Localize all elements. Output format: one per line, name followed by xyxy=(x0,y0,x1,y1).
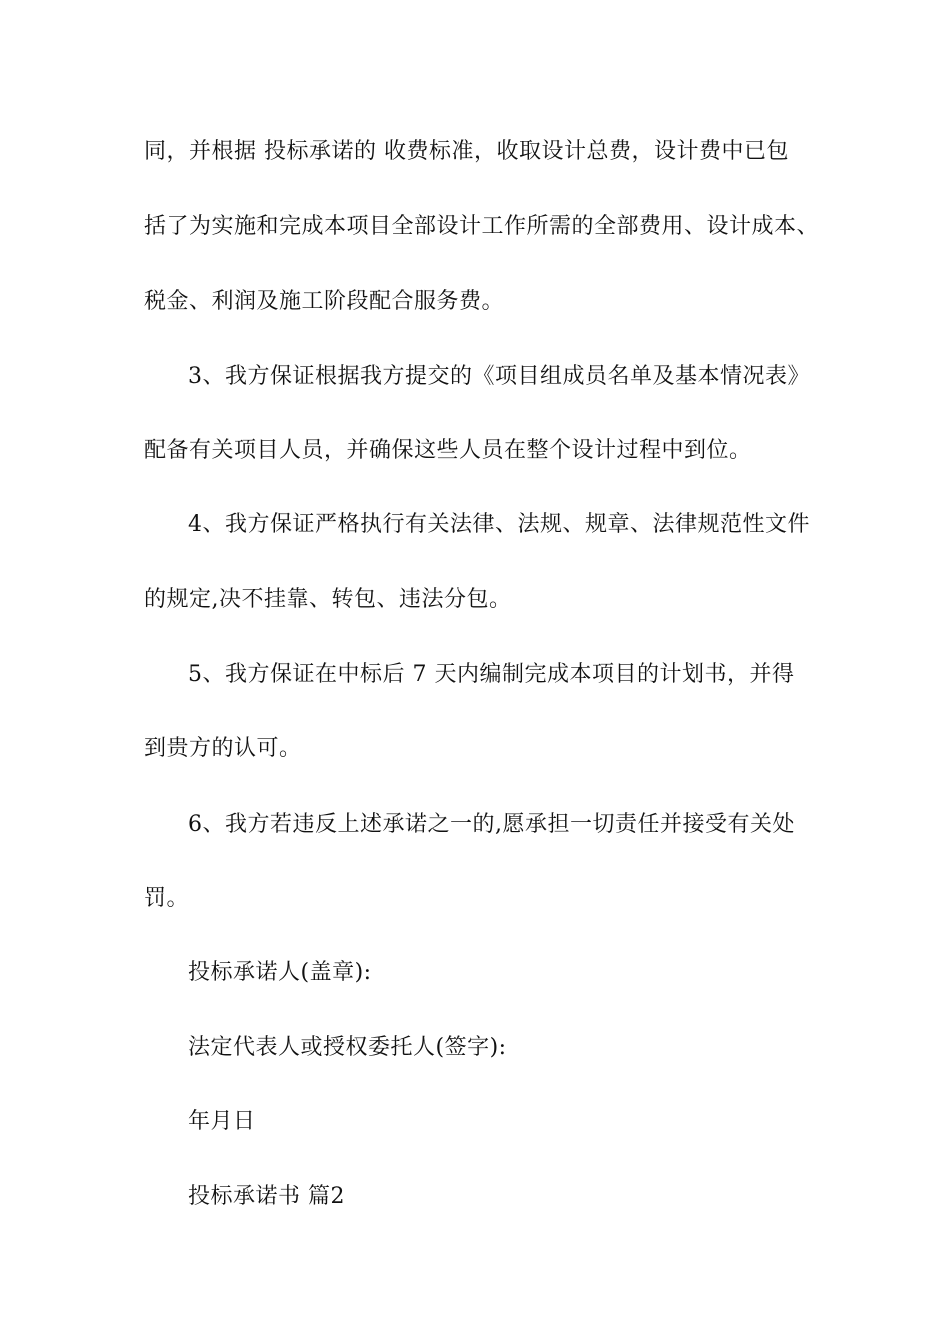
paragraph-line: 5、我方保证在中标后 7 天内编制完成本项目的计划书，并得 xyxy=(188,662,795,687)
date-label: 年月日 xyxy=(188,1109,256,1134)
signature-label-representative: 法定代表人或授权委托人(签字): xyxy=(188,1035,507,1060)
paragraph-line: 括了为实施和完成本项目全部设计工作所需的全部费用、设计成本、 xyxy=(144,214,820,239)
signature-label-seal: 投标承诺人(盖章): xyxy=(188,960,372,985)
paragraph-line: 的规定,决不挂靠、转包、违法分包。 xyxy=(144,587,512,612)
paragraph-line: 3、我方保证根据我方提交的《项目组成员名单及基本情况表》 xyxy=(188,364,810,389)
paragraph-line: 到贵方的认可。 xyxy=(144,736,302,761)
paragraph-line: 4、我方保证严格执行有关法律、法规、规章、法律规范性文件 xyxy=(188,512,810,537)
section-heading: 投标承诺书 篇2 xyxy=(188,1184,345,1209)
paragraph-line: 配备有关项目人员，并确保这些人员在整个设计过程中到位。 xyxy=(144,438,752,463)
paragraph-line: 税金、利润及施工阶段配合服务费。 xyxy=(144,289,505,314)
paragraph-line: 6、我方若违反上述承诺之一的,愿承担一切责任并接受有关处 xyxy=(188,812,795,837)
paragraph-line: 同，并根据 投标承诺的 收费标准，收取设计总费，设计费中已包 xyxy=(144,139,789,164)
paragraph-line: 罚。 xyxy=(144,886,190,911)
